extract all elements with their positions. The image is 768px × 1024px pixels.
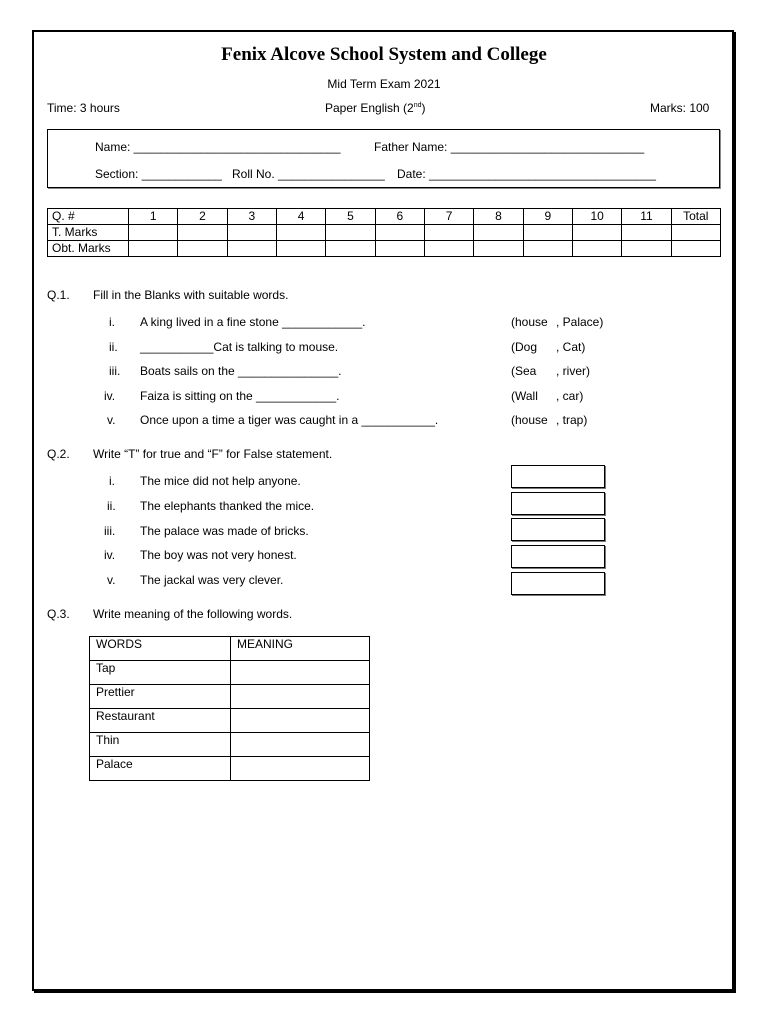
obtained-marks-row — [48, 241, 721, 257]
meaning-column-header: MEANING — [231, 637, 370, 661]
school-title: Fenix Alcove School System and College — [221, 44, 547, 65]
q1-item-text: Boats sails on the _______________. — [140, 364, 342, 378]
word-cell: Restaurant — [90, 709, 231, 733]
mark-cell[interactable] — [622, 241, 671, 257]
table-row — [90, 709, 370, 733]
table-header-cell: 11 — [622, 209, 671, 225]
mark-cell[interactable] — [424, 225, 473, 241]
table-header-cell: Q. # — [48, 209, 129, 225]
time-label: Time: 3 hours — [47, 101, 120, 115]
table-row — [90, 661, 370, 685]
q1-option: (house — [511, 413, 548, 427]
exam-title: Mid Term Exam 2021 — [327, 77, 441, 91]
mark-cell[interactable] — [424, 241, 473, 257]
q2-item-number: i. — [109, 474, 115, 488]
q1-title: Fill in the Blanks with suitable words. — [93, 288, 289, 302]
row-label: Obt. Marks — [48, 241, 129, 257]
mark-cell[interactable] — [523, 225, 572, 241]
q2-item-text: The palace was made of bricks. — [140, 524, 309, 538]
q1-option: , Palace) — [556, 315, 604, 329]
mark-cell[interactable] — [227, 241, 276, 257]
section-field[interactable]: Section: ____________ — [95, 167, 222, 181]
mark-cell[interactable] — [671, 241, 720, 257]
answer-box[interactable] — [511, 572, 605, 595]
q1-item-number: i. — [109, 315, 115, 329]
q1-option: , river) — [556, 364, 590, 378]
q1-option: , Cat) — [556, 340, 586, 354]
mark-cell[interactable] — [474, 225, 523, 241]
mark-cell[interactable] — [375, 225, 424, 241]
meaning-cell[interactable] — [231, 757, 370, 781]
q1-option: , trap) — [556, 413, 588, 427]
mark-cell[interactable] — [178, 225, 227, 241]
answer-box[interactable] — [511, 545, 605, 568]
table-header-cell: 2 — [178, 209, 227, 225]
table-header-cell: 3 — [227, 209, 276, 225]
q2-item-text: The jackal was very clever. — [140, 573, 284, 587]
date-field[interactable]: Date: __________________________________ — [397, 167, 656, 181]
mark-cell[interactable] — [129, 225, 178, 241]
q1-item-number: iii. — [109, 364, 121, 378]
table-row — [90, 685, 370, 709]
mark-cell[interactable] — [572, 225, 621, 241]
table-header-cell: 9 — [523, 209, 572, 225]
mark-cell[interactable] — [622, 225, 671, 241]
q1-option: (Dog — [511, 340, 538, 354]
answer-box[interactable] — [511, 492, 605, 515]
table-header-cell: 10 — [572, 209, 621, 225]
q2-item-text: The elephants thanked the mice. — [140, 499, 315, 513]
q2-item-text: The boy was not very honest. — [140, 548, 297, 562]
table-header-cell: 4 — [276, 209, 325, 225]
q2-title: Write “T” for true and “F” for False statement. — [93, 447, 333, 461]
mark-cell[interactable] — [671, 225, 720, 241]
q3-title: Write meaning of the following words. — [93, 607, 293, 621]
meaning-cell[interactable] — [231, 685, 370, 709]
table-header-cell: 6 — [375, 209, 424, 225]
marks-table — [47, 208, 721, 257]
marks-label: Marks: 100 — [650, 101, 710, 115]
answer-box[interactable] — [511, 465, 605, 488]
q1-item-text: ___________Cat is talking to mouse. — [140, 340, 339, 354]
mark-cell[interactable] — [129, 241, 178, 257]
mark-cell[interactable] — [178, 241, 227, 257]
table-header-cell: Total — [671, 209, 720, 225]
table-header-cell: 1 — [129, 209, 178, 225]
word-meaning-table — [89, 636, 370, 781]
q2-number: Q.2. — [47, 447, 70, 461]
word-cell: Palace — [90, 757, 231, 781]
mark-cell[interactable] — [276, 241, 325, 257]
table-row — [90, 733, 370, 757]
mark-cell[interactable] — [227, 225, 276, 241]
roll-no-field[interactable]: Roll No. ________________ — [232, 167, 385, 181]
table-row — [90, 757, 370, 781]
q1-item-number: ii. — [109, 340, 118, 354]
q1-item-number: v. — [107, 413, 116, 427]
father-name-field[interactable]: Father Name: _____________________________ — [374, 140, 645, 154]
mark-cell[interactable] — [276, 225, 325, 241]
q1-item-text: Faiza is sitting on the ____________. — [140, 389, 340, 403]
q2-item-number: iii. — [104, 524, 116, 538]
word-cell: Prettier — [90, 685, 231, 709]
q1-item-number: iv. — [104, 389, 116, 403]
word-cell: Tap — [90, 661, 231, 685]
marks-header-row — [48, 209, 721, 225]
mark-cell[interactable] — [572, 241, 621, 257]
q1-option: , car) — [556, 389, 584, 403]
word-table-header — [90, 637, 370, 661]
q2-item-text: The mice did not help anyone. — [140, 474, 301, 488]
paper-label: Paper English (2nd) — [325, 101, 426, 115]
mark-cell[interactable] — [523, 241, 572, 257]
name-field[interactable]: Name: _______________________________ — [95, 140, 341, 154]
meaning-cell[interactable] — [231, 733, 370, 757]
q1-option: (Wall — [511, 389, 538, 403]
q1-item-text: Once upon a time a tiger was caught in a ___________. — [140, 413, 439, 427]
meaning-cell[interactable] — [231, 661, 370, 685]
q1-number: Q.1. — [47, 288, 70, 302]
q2-item-number: ii. — [107, 499, 116, 513]
mark-cell[interactable] — [375, 241, 424, 257]
q2-item-number: iv. — [104, 548, 116, 562]
answer-box[interactable] — [511, 518, 605, 541]
meaning-cell[interactable] — [231, 709, 370, 733]
q3-number: Q.3. — [47, 607, 70, 621]
row-label: T. Marks — [48, 225, 129, 241]
q1-option: (Sea — [511, 364, 537, 378]
q1-item-text: A king lived in a fine stone ____________. — [140, 315, 366, 329]
table-header-cell: 8 — [474, 209, 523, 225]
mark-cell[interactable] — [326, 241, 375, 257]
table-header-cell: 5 — [326, 209, 375, 225]
mark-cell[interactable] — [326, 225, 375, 241]
q1-option: (house — [511, 315, 548, 329]
words-column-header: WORDS — [90, 637, 231, 661]
table-header-cell: 7 — [424, 209, 473, 225]
q2-item-number: v. — [107, 573, 116, 587]
total-marks-row — [48, 225, 721, 241]
word-cell: Thin — [90, 733, 231, 757]
mark-cell[interactable] — [474, 241, 523, 257]
